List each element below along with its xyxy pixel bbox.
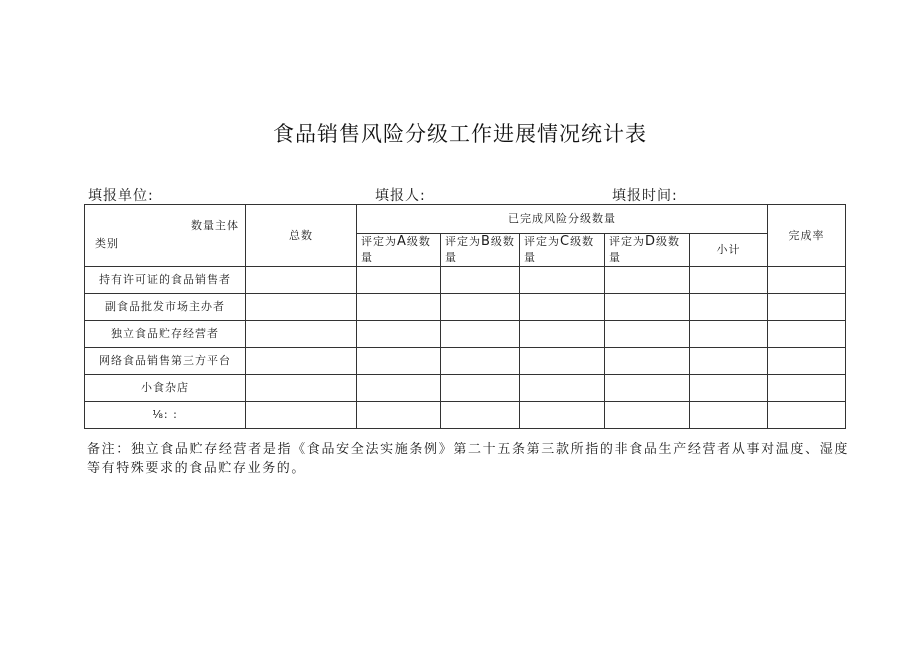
header-total: 总数 — [246, 205, 357, 267]
header-subtotal: 小计 — [690, 234, 768, 267]
data-cell — [520, 321, 605, 348]
data-cell — [690, 348, 768, 375]
table-row — [85, 402, 846, 429]
data-cell — [690, 294, 768, 321]
data-cell — [605, 402, 690, 429]
data-cell — [246, 348, 357, 375]
header-completed-group: 已完成风险分级数量 — [357, 205, 768, 234]
data-cell — [441, 267, 520, 294]
statistics-table — [84, 204, 846, 429]
data-cell — [768, 294, 846, 321]
fill-person-label: 填报人: — [375, 188, 426, 204]
data-cell — [246, 267, 357, 294]
data-cell — [605, 375, 690, 402]
data-cell — [357, 375, 441, 402]
data-cell — [520, 267, 605, 294]
data-cell — [441, 348, 520, 375]
data-cell — [357, 321, 441, 348]
row-label: 小食杂店 — [85, 375, 246, 402]
header-completion-rate: 完成率 — [768, 205, 846, 267]
table-row — [85, 348, 846, 375]
header-level-c: 评定为C级数 量 — [520, 234, 605, 267]
data-cell — [357, 348, 441, 375]
header-level-d: 评定为D级数 量 — [605, 234, 690, 267]
data-cell — [605, 348, 690, 375]
data-cell — [605, 294, 690, 321]
data-cell — [357, 402, 441, 429]
data-cell — [357, 294, 441, 321]
corner-header-bottom: 类别 — [95, 237, 119, 250]
data-cell — [690, 267, 768, 294]
data-cell — [520, 348, 605, 375]
data-cell — [357, 267, 441, 294]
row-label: 网络食品销售第三方平台 — [85, 348, 246, 375]
row-label: ⅛: : — [85, 402, 246, 429]
data-cell — [768, 321, 846, 348]
row-label: 独立食品贮存经营者 — [85, 321, 246, 348]
data-cell — [520, 294, 605, 321]
table-row — [85, 375, 846, 402]
data-cell — [690, 375, 768, 402]
data-cell — [246, 321, 357, 348]
header-level-a: 评定为A级数 量 — [357, 234, 441, 267]
table-row — [85, 267, 846, 294]
data-cell — [605, 321, 690, 348]
data-cell — [690, 321, 768, 348]
data-cell — [690, 402, 768, 429]
row-label: 副食品批发市场主办者 — [85, 294, 246, 321]
data-cell — [768, 348, 846, 375]
row-label: 持有许可证的食品销售者 — [85, 267, 246, 294]
data-cell — [441, 375, 520, 402]
page-title: 食品销售风险分级工作进展情况统计表 — [273, 122, 647, 146]
data-cell — [246, 375, 357, 402]
corner-header-top: 数量主体 — [191, 219, 239, 232]
data-cell — [768, 402, 846, 429]
data-cell — [246, 294, 357, 321]
data-cell — [441, 321, 520, 348]
fill-time-label: 填报时间: — [612, 188, 678, 204]
header-level-b: 评定为B级数 量 — [441, 234, 520, 267]
footnote: 备注：独立食品贮存经营者是指《食品安全法实施条例》第二十五条第三款所指的非食品生产经营者从事对温度、湿度等有特殊要求的食品贮存业务的。 — [87, 442, 849, 476]
data-cell — [520, 402, 605, 429]
data-cell — [246, 402, 357, 429]
data-cell — [605, 267, 690, 294]
data-cell — [441, 402, 520, 429]
table-row — [85, 321, 846, 348]
fill-unit-label: 填报单位: — [88, 188, 154, 204]
data-cell — [520, 375, 605, 402]
data-cell — [768, 267, 846, 294]
data-cell — [441, 294, 520, 321]
corner-header-cell — [85, 205, 246, 267]
table-row — [85, 294, 846, 321]
data-cell — [768, 375, 846, 402]
